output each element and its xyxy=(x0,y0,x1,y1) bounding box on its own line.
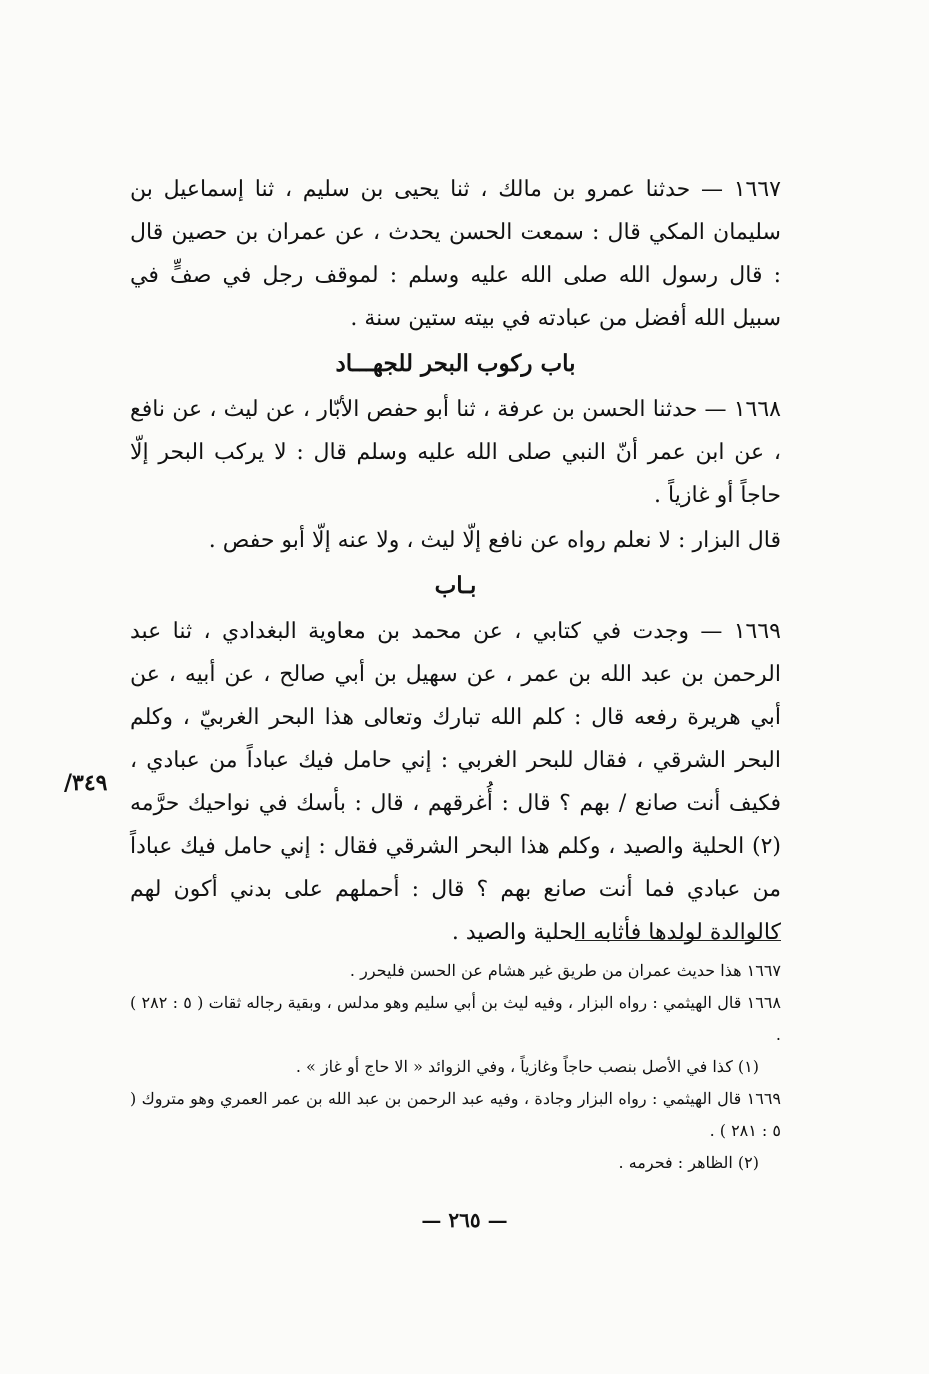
hadith-1668: ١٦٦٨ — حدثنا الحسن بن عرفة ، ثنا أبو حفص الأبّار ، عن ليث ، عن نافع ، عن ابن عمر أنّ النبي صلى الله عليه وسلم قال : لا يركب البحر إلّا حاجاً أو غازياً . xyxy=(130,397,781,508)
chapter-heading-bab: بـاب xyxy=(434,572,477,599)
main-text xyxy=(130,168,781,954)
hadith-1669: ١٦٦٩ — وجدت في كتابي ، عن محمد بن معاوية البغدادي ، ثنا عبد الرحمن بن عبد الله بن عمر ، عن سهيل بن أبي صالح ، عن أبيه ، عن أبي هريرة رفعه قال : كلم الله تبارك وتعالى هذا البحر الغربيّ ، وكلم البحر الشرقي ، فقال للبحر الغربي : إني حامل فيك عباداً من عبادي ، فكيف أنت صانع / بهم ؟ قال : أُغرقهم ، قال : بأسك في نواحيك حرَّمه (٢) الحلية والصيد ، وكلم هذا البحر الشرقي فقال : إني حامل فيك عباداً من عبادي فما أنت صانع بهم ؟ قال : أحملهم على بدني أكون لهم كالوالدة لولدها فأثابه الحلية والصيد . xyxy=(130,619,782,945)
page-number: — ٢٦٥ — xyxy=(421,1208,508,1232)
footnote-1668: ١٦٦٨ قال الهيثمي : رواه البزار ، وفيه ليث بن أبي سليم وهو مدلس ، وبقية رجاله ثقات ( ٥ : ٢٨٢ ) . xyxy=(130,993,782,1044)
chapter-heading-sea-jihad: باب ركوب البحر للجهـــاد xyxy=(335,350,576,377)
footnotes xyxy=(130,955,781,1179)
manuscript-folio-reference: ٣٤٩/ xyxy=(64,770,108,796)
footnote-2: (٢) الظاهر : فحرمه . xyxy=(618,1153,759,1172)
hadith-1667: ١٦٦٧ — حدثنا عمرو بن مالك ، ثنا يحيى بن سليم ، ثنا إسماعيل بن سليمان المكي قال : سمعت الحسن يحدث ، عن عمران بن حصين قال : قال رسول الله صلى الله عليه وسلم : لموقف رجل في صفٍّ في سبيل الله أفضل من عبادته في بيته ستين سنة . xyxy=(130,177,781,331)
bazzar-comment: قال البزار : لا نعلم رواه عن نافع إلّا ليث ، ولا عنه إلّا أبو حفص . xyxy=(208,528,781,553)
footnote-divider xyxy=(575,940,781,941)
footnote-1669: ١٦٦٩ قال الهيثمي : رواه البزار وجادة ، وفيه عبد الرحمن بن عبد الله بن عمر العمري وهو متروك ( ٥ : ٢٨١ ) . xyxy=(130,1089,781,1140)
footnote-1: (١) كذا في الأصل بنصب حاجاً وغازياً ، وفي الزوائد « الا حاج أو غاز » . xyxy=(295,1057,759,1076)
footnote-1667: ١٦٦٧ هذا حديث عمران من طريق غير هشام عن الحسن فليحرر . xyxy=(349,961,781,980)
